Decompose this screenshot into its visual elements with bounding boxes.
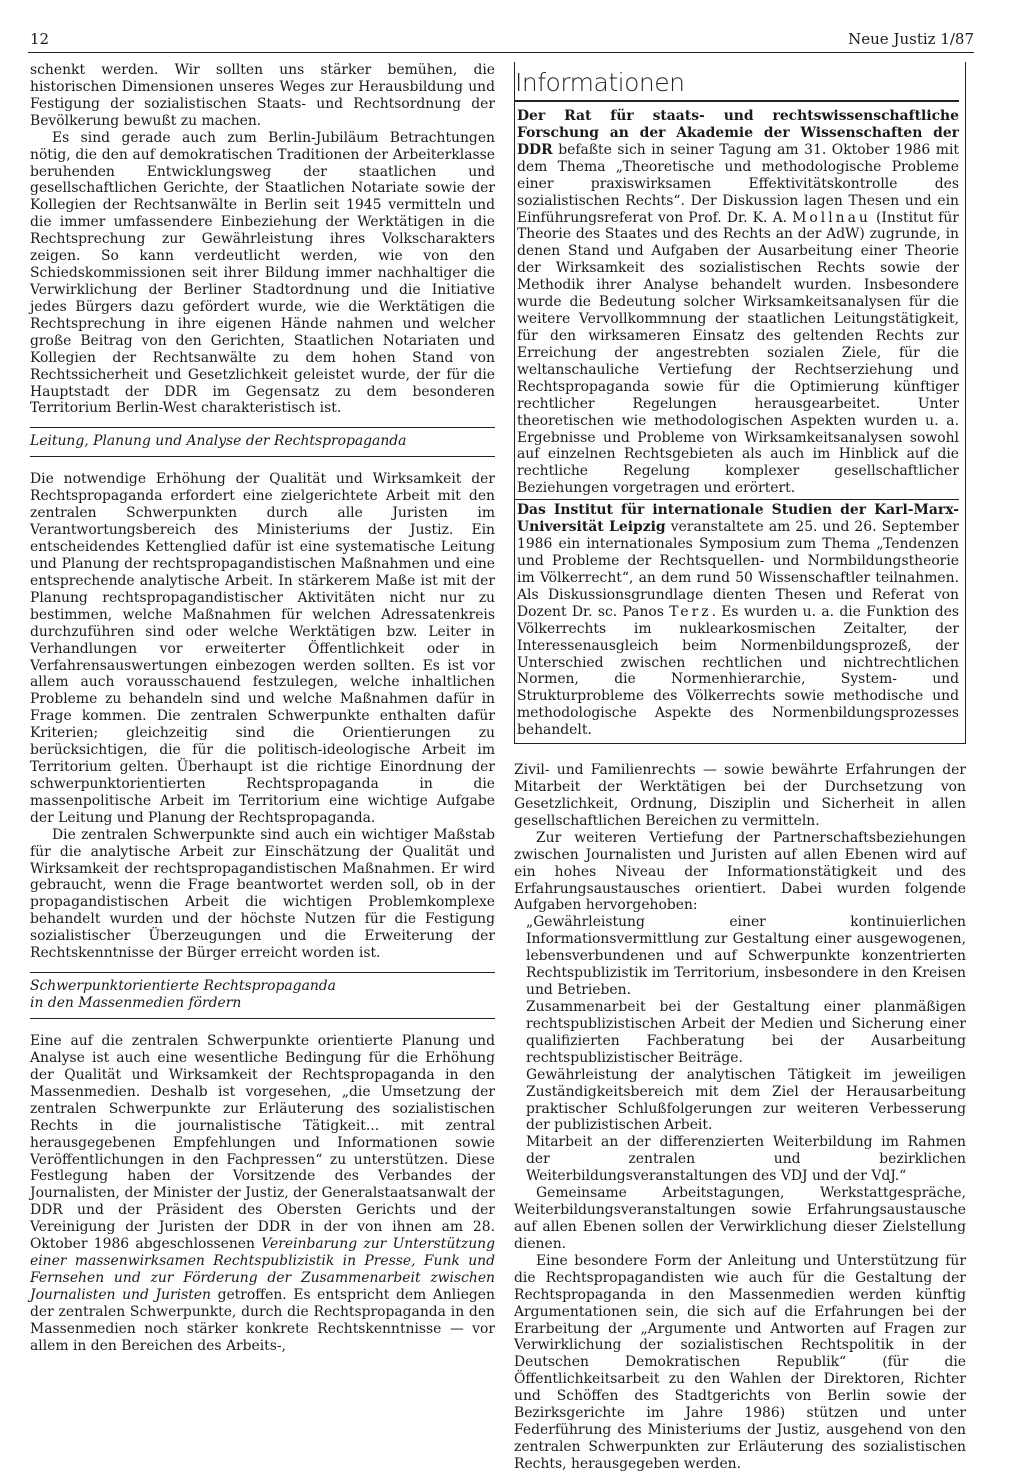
agreement-title: Vereinbarung zur Unterstützung einer massenwirksamen Rechtspublizistik in Presse, Funk und Fernsehen und zur Förderung der Zusammenarbeit zwischen Journalisten und Juristen	[30, 1236, 496, 1303]
quote-item-2: Zusammenarbeit bei der Gestaltung einer planmäßigen rechtspublizistischen Arbeit der Medien und Sicherung einer qualifizierten Fachberatung bei der Ausarbeitung rechtspublizistischer Beiträge.	[526, 999, 966, 1066]
journal-title: Neue Justiz 1/87	[848, 30, 974, 48]
header-rule	[28, 52, 974, 53]
quote-item-3: Gewährleistung der analytischen Tätigkeit im jeweiligen Zuständigkeitsbereich mit dem Ziel der Herausarbeitung praktischer Schlußfolgerungen zur weiteren Verbesserung der publizistischen Arbeit.	[526, 1066, 966, 1134]
right-column	[514, 62, 966, 1473]
end-paragraph-1: Gemeinsame Arbeitstagungen, Werkstattgespräche, Weiterbildungsveranstaltungen sowie Erfahrungsaustausche auf allen Ebenen sollen der Verwirklichung dieser Zielstellung dienen.	[514, 1185, 966, 1252]
end-paragraph-2: Eine besondere Form der Anleitung und Unterstützung für die Rechtspropagandisten wie auch für die Gestaltung der Rechtspropaganda in den Massenmedien werden künftig Argumentationen sein, die sich auf die Erfahrungen bei der Erarbeitung der „Argumente und Antworten auf Fragen zur Verwirklichung der sozialistischen Rechtspolitik in der Deutschen Demokratischen Republik“ (für die Öffentlichkeitsarbeit zu den Wahlen der Direktoren, Richter und Schöffen des Stadtgerichts von Berlin sowie der Bezirksgerichte im Jahre 1986) stützen und unter Federführung des Ministeriums der Justiz, ausgehend von den zentralen Schwerpunkten zur Erläuterung des sozialistischen Rechts, herausgegeben werden.	[514, 1252, 966, 1472]
section-title-2-line-2: in den Massenmedien fördern	[30, 995, 242, 1012]
section2-text-b: getroffen. Es entspricht dem Anliegen der zentralen Schwerpunkte, durch die Rechtspropaganda in den Massenmedien noch stärker konkrete Rechtskenntnisse — vor allem in den Bereichen des Arbeits-,	[30, 1286, 495, 1354]
section-heading-2	[30, 972, 495, 1019]
info1-text-a: befaßte sich in seiner Tagung am 31. Oktober 1986 mit dem Thema „Theoretische und methodologische Probleme einer praxiswirksamen Effektivitätskontrolle des sozialistischen Rechts“. Der Diskussion lagen Thesen und ein Einführungsreferat von Prof. Dr. K. A.	[517, 141, 959, 226]
left-column	[30, 62, 495, 1355]
intro-paragraph-2: Es sind gerade auch zum Berlin-Jubiläum Betrachtungen nötig, die den auf demokratischen Traditionen der Arbeiterklasse beruhenden Entwicklungsweg der staatlichen und gesellschaftlichen Gerichte, der Staatlichen Notariate sowie der Kollegien der Rechtsanwälte in Berlin seit 1945 vermitteln und die immer umfassendere Einbeziehung der Werktätigen in die Rechtsprechung zur Gewährleistung ihres Volkscharakters zeigen. So kann verdeutlicht werden, wie von den Schiedskommissionen seit ihrer Bildung immer nachhaltiger die Verwirklichung der Berliner Stadtordnung und die Initiative jedes Bürgers dazu gefördert wurde, wie die Werktätigen die Rechtsprechung in ihre eigenen Hände nahmen und welcher große Beitrag von den Gerichten, Staatlichen Notariaten und Kollegien der Rechtsanwälte zu dem hohen Stand von Rechtssicherheit und Gesetzlichkeit geleistet wurde, der für die Hauptstadt der DDR im Gegensatz zu dem besonderen Territorium Berlin-West charakteristisch ist.	[30, 129, 495, 417]
section-heading-1	[30, 427, 495, 457]
continuation-paragraph-2: Zur weiteren Vertiefung der Partnerschaftsbeziehungen zwischen Journalisten und Juristen auf allen Ebenen wird auf ein hohes Niveau der Informationstätigkeit und des Erfahrungsaustausches orientiert. Dabei wurden folgende Aufgaben hervorgehoben:	[514, 829, 966, 914]
info1-speaker: Mollnau	[792, 209, 871, 226]
informationen-title: Informationen	[515, 68, 685, 97]
informationen-rule	[515, 100, 959, 102]
info-divider	[515, 499, 959, 500]
info2-text-a: veranstaltete am 25. und 26. September 1986 ein internationales Symposium zum Thema „Tendenzen und Probleme der Rechtsquellen- und Normbildungstheorie im Völkerrecht“, an dem rund 50 Wissenschaftler teilnahmen. Als Diskussionsgrundlage dienten Thesen und Referat von Dozent Dr. sc. Panos	[517, 519, 959, 620]
section-title-2-line-1: Schwerpunktorientierte Rechtspropaganda	[30, 978, 336, 995]
info1-institution: Der Rat für staats- und rechtswissenschaftliche Forschung an der Akademie der Wissenschaften der DDR	[517, 108, 959, 158]
page-number: 12	[30, 30, 50, 48]
informationen-box	[514, 62, 966, 744]
info2-text-b: . Es wurden u. a. die Funktion des Völkerrechts im nuklearkosmischen Zeitalter, der Interessenausgleich beim Normenbildungsprozeß, der Unterschied zwischen rechtlichen und nichtrechtlichen Normen, die Normenhierarchie, System- und Strukturprobleme des Völkerrechts sowie methodische und methodologische Aspekte des Normenbildungsprozesses behandelt.	[517, 603, 959, 739]
section1-paragraph-1: Die notwendige Erhöhung der Qualität und Wirksamkeit der Rechtspropaganda erfordert eine zielgerichtete Arbeit mit den zentralen Schwerpunkten durch alle Juristen im Verantwortungsbereich des Ministeriums der Justiz. Ein entscheidendes Kettenglied dafür ist eine systematische Leitung und Planung der rechtspropagandistischen Maßnahmen und eine entsprechende analytische Arbeit. In stärkerem Maße ist mit der Planung rechtspropagandistischer Aktivitäten nicht nur zu bestimmen, welche Maßnahmen für welchen Adressatenkreis durchzuführen sind oder welche Werktätigen bzw. Leiter in Verhandlungen vor erweiterter Öffentlichkeit oder in Verfahrensauswertungen einbezogen werden sollten. Es ist vor allem auch vorausschauend festzulegen, welche inhaltlichen Probleme zu behandeln sind und welche Maßnahmen dafür in Frage kommen. Die zentralen Schwerpunkte enthalten dafür Kriterien; gleichzeitig sind die Orientierungen zu berücksichtigen, die für die politisch-ideologische Arbeit im Territorium gelten. Überhaupt ist die richtige Einordnung der schwerpunktorientierten Rechtspropaganda in die massenpolitische Arbeit im Territorium eine wichtige Aufgabe der Leitung und Planung der Rechtspropaganda.	[30, 471, 495, 826]
info2-speaker: Terz	[669, 603, 712, 620]
info2-institution: Das Institut für internationale Studien der Karl-Marx-Universität Leipzig	[517, 502, 959, 536]
quote-item-4: Mitarbeit an der differenzierten Weiterbildung im Rahmen der zentralen und bezirklichen Weiterbildungsveranstaltungen des VDJ und der VdJ.“	[526, 1134, 966, 1185]
intro-paragraph-1: schenkt werden. Wir sollten uns stärker bemühen, die historischen Dimensionen unseres Weges zur Herausbildung und Festigung der sozialistischen Staats- und Rechtsordnung der Bevölkerung bewußt zu machen.	[30, 62, 495, 129]
quote-item-1: „Gewährleistung einer kontinuierlichen Informationsvermittlung zur Gestaltung einer ausgewogenen, lebensverbundenen und auf Schwerpunkte konzentrierten Rechtspublizistik im Territorium, insbesondere in den Kreisen und Betrieben.	[526, 914, 966, 999]
continuation-paragraph-1: Zivil- und Familienrechts — sowie bewährte Erfahrungen der Mitarbeit der Werktätigen bei der Durchsetzung von Gesetzlichkeit, Ordnung, Disziplin und Sicherheit in allen gesellschaftlichen Bereichen zu vermitteln.	[514, 762, 966, 829]
info-item-2	[515, 502, 959, 739]
section2-text-a: Eine auf die zentralen Schwerpunkte orientierte Planung und Analyse ist auch eine wesentliche Bedingung für die Erhöhung der Qualität und Wirksamkeit der Rechtspropaganda in den Massenmedien. Deshalb ist vorgesehen, „die Umsetzung der zentralen Schwerpunkte zur Erläuterung des sozialistischen Rechts in die journalistische Tätigkeit... mit zentral herausgegebenen Empfehlungen und Informationen sowie Veröffentlichungen in den Fachpressen“ zu unterstützen. Diese Festlegung haben der Vorsitzende des Verbandes der Journalisten, der Minister der Justiz, der Generalstaatsanwalt der DDR und der Präsident des Obersten Gerichts und der Vereinigung der Juristen der DDR in der von ihnen am 28. Oktober 1986 abgeschlossenen	[30, 1033, 495, 1253]
section1-paragraph-2: Die zentralen Schwerpunkte sind auch ein wichtiger Maßstab für die analytische Arbeit zur Einschätzung der Qualität und Wirksamkeit der rechtspropagandistischen Maßnahmen. Er wird gebraucht, wenn die Frage beantwortet werden soll, ob in der propagandistischen Arbeit die wichtigen Problemkomplexe behandelt wurden und der höchste Nutzen für die Festigung sozialistischer Überzeugungen und die Erweiterung der Rechtskenntnisse der Bürger erreicht worden ist.	[30, 826, 495, 962]
section-title-1: Leitung, Planung und Analyse der Rechtspropaganda	[30, 433, 407, 450]
info1-text-b: (Institut für Theorie des Staates und des Rechts an der AdW) zugrunde, in denen Stand und Aufgaben der Ausarbeitung einer Theorie der Wirksamkeit des sozialistischen Rechts sowie der Methodik ihrer Analyse behandelt wurden. Insbesondere wurde die Bedeutung solcher Wirksamkeitsanalysen für die weitere Vervollkommnung der staatlichen Leitungstätigkeit, für den wirksameren Einsatz des geltenden Rechts zur Erreichung der angestrebten sozialen Ziele, für die weltanschauliche Vertiefung der Rechtserziehung und Rechtspropaganda sowie für die Optimierung künftiger rechtlicher Regelungen herausgearbeitet. Unter theoretischen wie methodologischen Aspekten wurden u. a. Ergebnisse und Probleme von Wirksamkeitsanalysen sowohl auf einzelnen Rechtsgebieten als auch im Hinblick auf die rechtliche Regelung komplexer gesellschaftlicher Beziehungen vorgetragen und erörtert.	[517, 209, 959, 497]
info-item-1	[515, 108, 959, 497]
section2-paragraph-1	[30, 1033, 495, 1355]
